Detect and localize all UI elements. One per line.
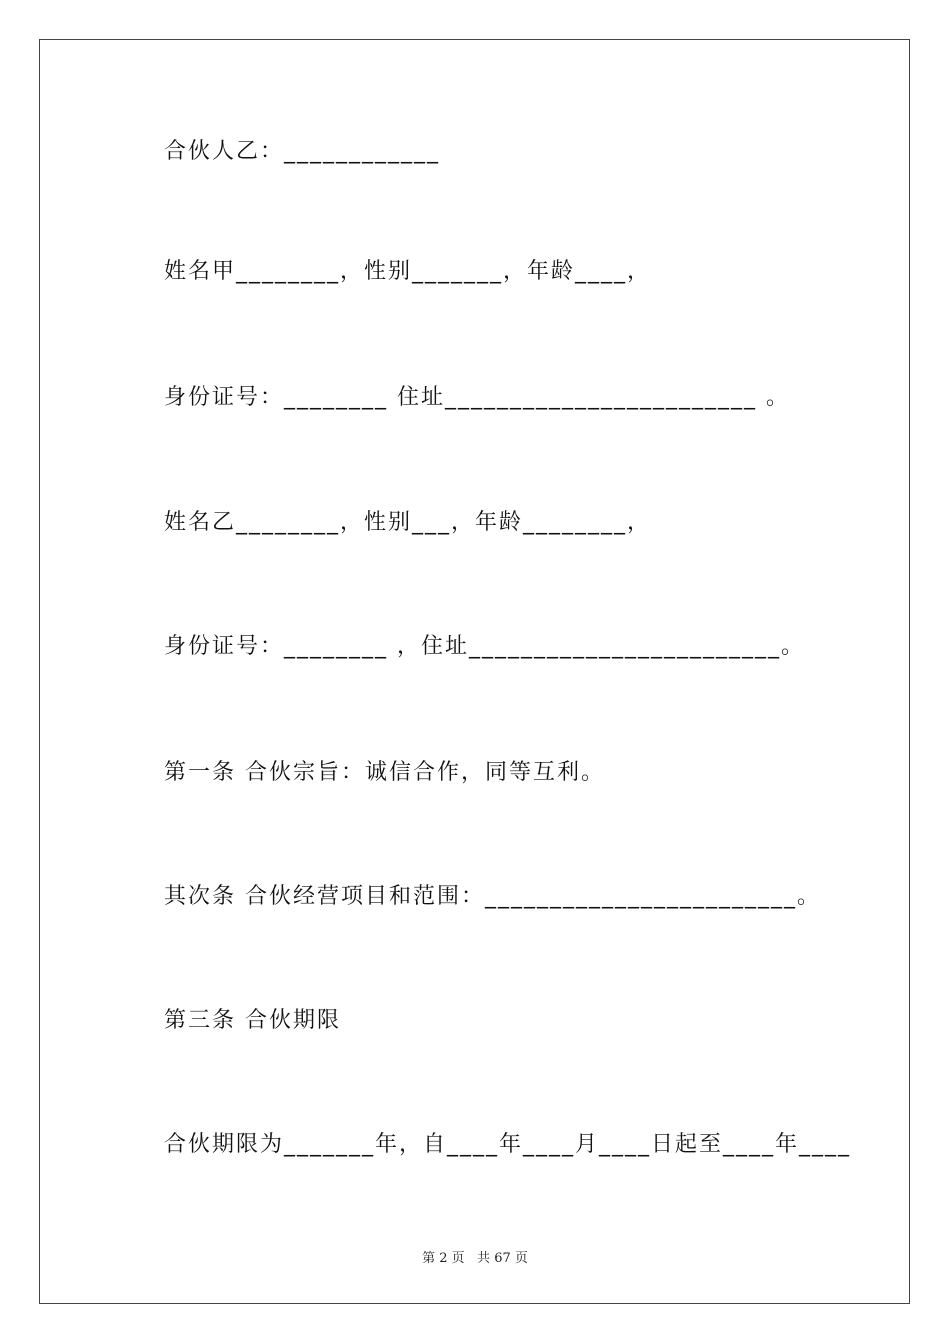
article-three-heading: 第三条 合伙期限	[164, 1008, 341, 1033]
page-border	[39, 39, 910, 1304]
page-footer: 第 2 页 共 67 页	[422, 1251, 528, 1266]
name-a-line: 姓名甲________，性别_______，年龄____，	[164, 259, 652, 284]
article-one-line: 第一条 合伙宗旨：诚信合作，同等互利。	[164, 760, 605, 785]
article-two-line: 其次条 合伙经营项目和范围：________________________。	[164, 884, 821, 909]
partner-b-line: 合伙人乙：____________	[164, 139, 441, 164]
term-line: 合伙期限为_______年，自____年____月____日起至____年____	[164, 1132, 852, 1157]
name-b-line: 姓名乙________，性别___，年龄________，	[164, 510, 652, 535]
id-address-b-line: 身份证号：________ ，住址________________________。	[164, 634, 805, 659]
id-address-a-line: 身份证号：________ 住址________________________ 。	[164, 385, 790, 410]
